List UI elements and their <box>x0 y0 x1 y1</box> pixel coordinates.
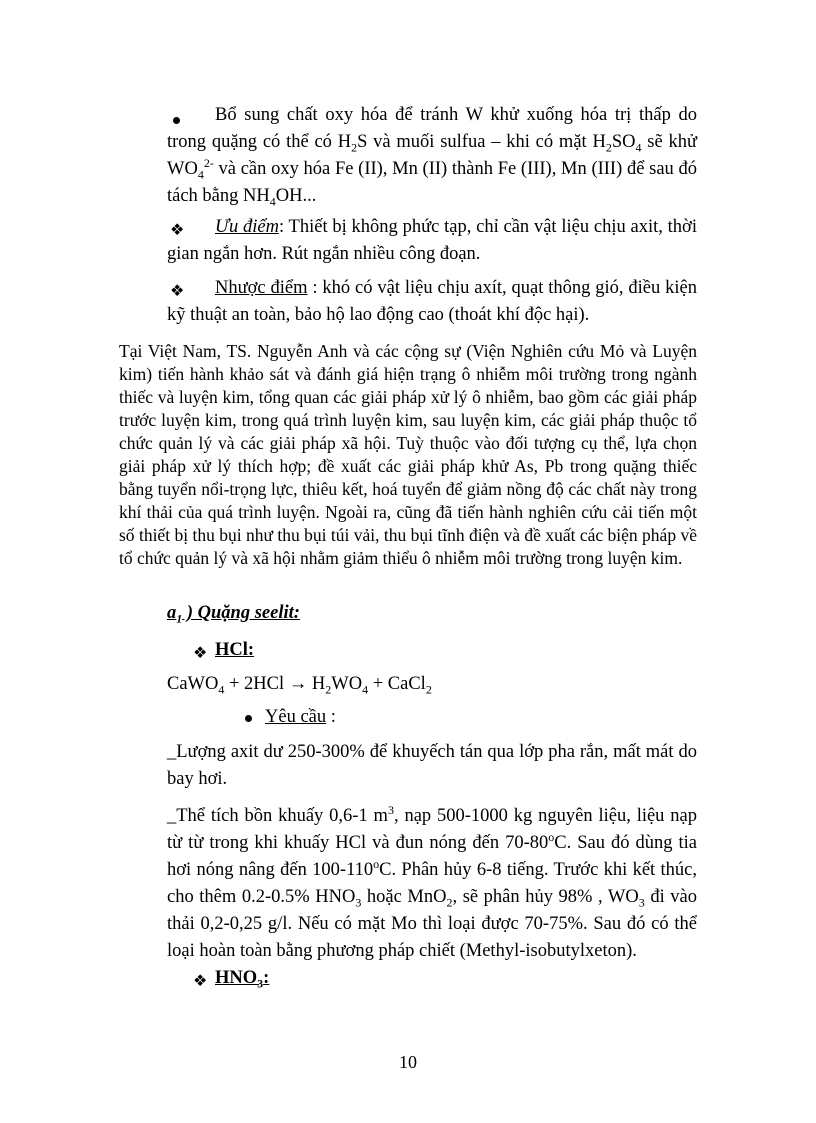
requirements-label: Yêu cầu : <box>265 707 336 727</box>
diamond-bullet-icon: ❖ <box>170 281 185 300</box>
diamond-bullet-icon: ❖ <box>193 643 208 662</box>
requirement-acid-paragraph: _Lượng axit dư 250-300% để khuyếch tán qua lớp pha rắn, mất mát do bay hơi. <box>167 742 697 789</box>
reaction-equation: CaWO$_4$ + $2HCl \to H_2WO_4$ + CaCl$_2$ <box>167 674 432 697</box>
section-heading-seelit: $a_1$ ) Quặng seelit: <box>167 603 300 626</box>
disadvantages-paragraph: Nhược điểm : khó có vật liệu chịu axít, quạt thông gió, điều kiện kỹ thuật an toàn, bảo hộ lao động cao (thoát khí độc hại). <box>167 278 697 325</box>
diamond-bullet-icon: ❖ <box>170 220 185 239</box>
vietnam-research-paragraph: Tại Việt Nam, TS. Nguyễn Anh và các cộng sự (Viện Nghiên cứu Mỏ và Luyện kim) tiến hành khảo sát và đánh giá hiện trạng ô nhiễm môi trường trong ngành thiếc và luyện kim, tổng quan các giải pháp xử lý ô nhiễm, bao gồm các giải pháp trước luyện kim, trong quá trình luyện kim, sau luyện kim, các giải pháp thuộc tổ chức quản lý và các giải pháp xã hội. Tuỳ thuộc vào đối tượng cụ thể, lựa chọn giải pháp xử lý thích hợp; đề xuất các giải pháp khử As, Pb trong quặng thiếc bằng tuyển nổi-trọng lực, thiêu kết, hoá tuyển để giảm nồng độ các chất này trong khí thải của quá trình luyện. Ngoài ra, cũng đã tiến hành nghiên cứu cải tiến một số thiết bị thu bụi như thu bụi túi vải, thu bụi tĩnh điện và đề xuất các biện pháp về tổ chức quản lý và xã hội nhằm giảm thiểu ô nhiễm môi trường trong luyện kim. <box>119 341 697 568</box>
diamond-bullet-icon: ❖ <box>193 971 208 990</box>
hno3-heading: $HNO_3$: <box>215 968 270 991</box>
advantages-paragraph: Ưu điểm: Thiết bị không phức tạp, chỉ cần vật liệu chịu axit, thời gian ngắn hơn. Rút ngắn nhiều công đoạn. <box>167 217 697 264</box>
page-number: 10 <box>399 1052 417 1072</box>
hcl-heading: HCl: <box>215 640 255 660</box>
arrow-right-icon: → <box>288 674 308 694</box>
bullet-dot <box>245 715 252 722</box>
requirement-process-paragraph: _Thể tích bồn khuấy 0,6-1 $m^3$, nạp 500-1000 kg nguyên liệu, liệu nạp từ từ trong khi khuấy HCl và đun nóng đến 70-80$^o$C. Sau đó dùng tia hơi nóng nâng đến 100-110$^o$C. Phân hủy 6-8 tiếng. Trước khi kết thúc, cho thêm 0.2-0.5% $HNO_3$ hoặc MnO$_2$, sẽ phân hủy 98% , $WO_3$ đi vào thải 0,2-0,25 g/l. Nếu có mặt Mo thì loại được 70-75%. Sau đó có thể loại hoàn toàn bằng phương pháp chiết (Methyl-isobutylxeton). <box>167 802 698 961</box>
bullet-oxidizer-paragraph: Bổ sung chất oxy hóa để tránh W khử xuống hóa trị thấp do trong quặng có thể có $H_2S$ và muối sulfua – khi có mặt $H_2SO_4$ sẽ khử $WO_4^{2-}$ và cần oxy hóa Fe (II), Mn (II) thành Fe (III), Mn (III) để sau đó tách bằng $NH_4OH$... <box>167 105 697 209</box>
